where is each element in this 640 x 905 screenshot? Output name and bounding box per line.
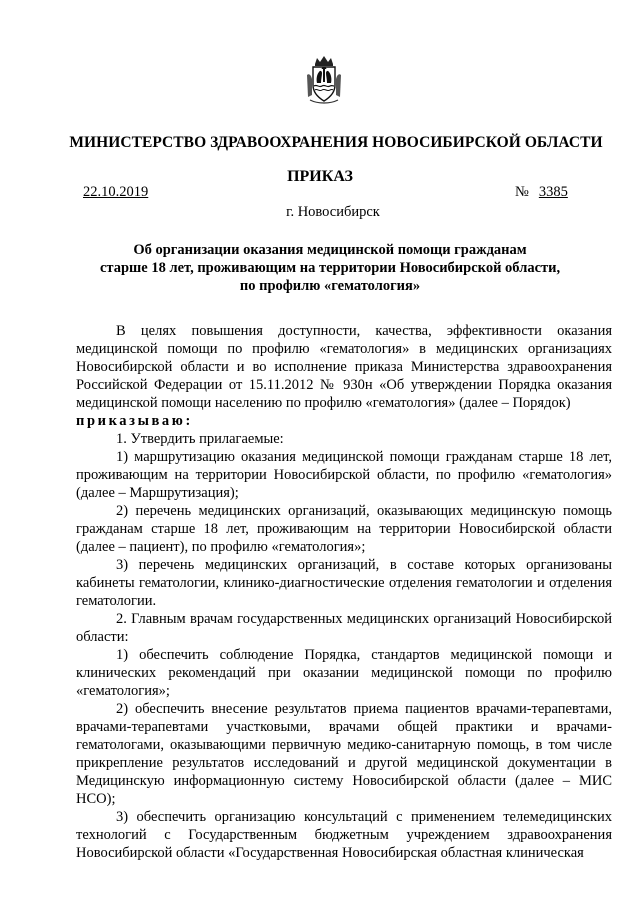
order-word	[76, 412, 612, 430]
clause-1-2: 2) перечень медицинских организаций, оказывающих медицинскую помощь гражданам старше 18 лет, проживающим на территории Новосибирской области (далее – пациент), по профилю «гематология»;	[76, 503, 612, 555]
intro-paragraph: В целях повышения доступности, качества, эффективности оказания медицинской помощи по профилю «гематология» в медицинских организациях Новосибирской области и во исполнение приказа Министерства здравоохранения Российской Федерации от 15.11.2012 № 930н «Об утверждении Порядка оказания медицинской помощи населению по профилю «гематология» (далее – Порядок)	[76, 323, 612, 411]
order-date: 22.10.2019	[83, 184, 149, 200]
clause-1-1: 1) маршрутизацию оказания медицинской помощи гражданам старше 18 лет, проживающим на территории Новосибирской области, по профилю «гематология» (далее – Маршрутизация);	[76, 449, 612, 501]
subject-line: по профилю «гематология»	[239, 278, 421, 294]
subject-line: старше 18 лет, проживающим на территории Новосибирской области,	[100, 260, 561, 276]
order-body	[76, 322, 612, 862]
coat-of-arms-emblem	[304, 55, 344, 105]
order-number	[515, 184, 568, 201]
clause-2: 2. Главным врачам государственных медицинских организаций Новосибирской области:	[76, 611, 612, 645]
clause-1-3: 3) перечень медицинских организаций, в составе которых организованы кабинеты гематологии, клинико-диагностические отделения гематологии и отделения гематологии.	[76, 557, 612, 609]
clause-2-2: 2) обеспечить внесение результатов приема пациентов врачами-терапевтами, врачами-терапевтами участковыми, врачами общей практики и врачами-гематологами, оказывающими первичную медико-санитарную помощь, в том числе прикрепление результатов исследований и другой медицинской документации в Медицинскую информационную систему Новосибирской области (далее – МИС НСО);	[76, 701, 612, 807]
city: г. Новосибирск	[286, 204, 380, 220]
clause-1: 1. Утвердить прилагаемые:	[116, 431, 284, 447]
clause-2-3: 3) обеспечить организацию консультаций с применением телемедицинских технологий с Государственным бюджетным учреждением здравоохранения Новосибирской области «Государственная Новосибирская областная клиническая	[76, 809, 612, 861]
subject-line: Об организации оказания медицинской помощи гражданам	[133, 242, 527, 258]
order-number-value: 3385	[538, 184, 568, 200]
order-word-text: приказываю:	[76, 413, 193, 429]
order-subject	[100, 241, 560, 295]
document-type: ПРИКАЗ	[287, 168, 353, 185]
clause-2-1: 1) обеспечить соблюдение Порядка, стандартов медицинской помощи и клинических рекомендаций при оказании медицинской помощи по профилю «гематология»;	[76, 647, 612, 699]
ministry-title: МИНИСТЕРСТВО ЗДРАВООХРАНЕНИЯ НОВОСИБИРСКОЙ ОБЛАСТИ	[69, 134, 603, 151]
number-sign: №	[515, 184, 529, 200]
